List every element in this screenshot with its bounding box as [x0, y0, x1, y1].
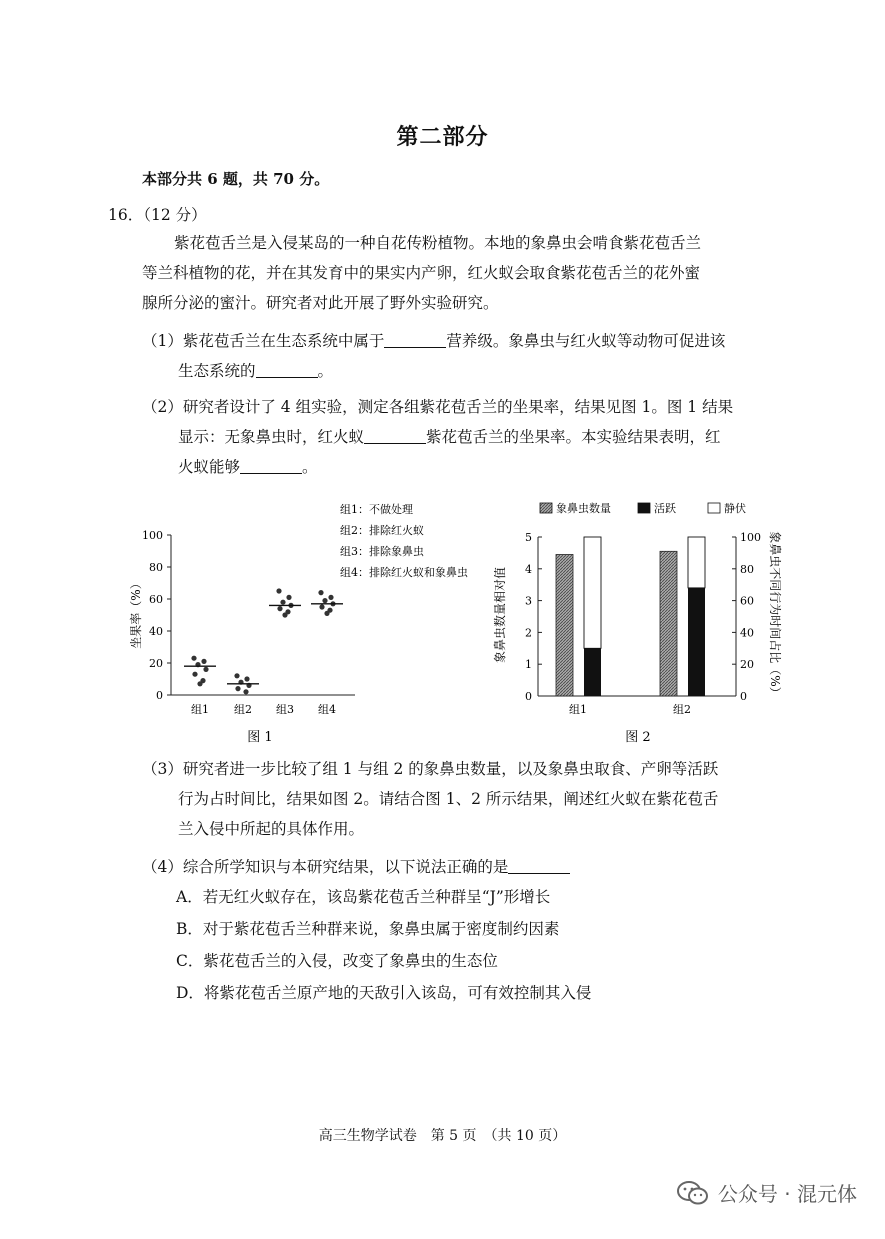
q1-part: 生态系统的: [178, 362, 256, 380]
q1-part: 。: [317, 362, 334, 380]
bar-weevil-count: [556, 554, 573, 696]
data-point: [201, 659, 206, 664]
watermark: [676, 1178, 857, 1207]
category-label: 组2: [234, 703, 252, 716]
q4-text: [142, 852, 792, 882]
category-label: 组1: [191, 703, 209, 716]
q3-part: 兰入侵中所起的具体作用。: [178, 820, 365, 838]
y-tick-label: 40: [149, 625, 163, 638]
sub-question-1: [142, 326, 792, 386]
question-number-line: [108, 203, 207, 225]
sub-question-2: [142, 392, 792, 482]
data-point: [319, 604, 324, 609]
answer-blank[interactable]: [508, 855, 570, 874]
page-footer: 高三生物学试卷 第 5 页 （共 10 页）: [318, 1128, 567, 1144]
option-c[interactable]: C．紫花苞舌兰的入侵，改变了象鼻虫的生态位: [176, 952, 498, 970]
stem-line: 腺所分泌的蜜汁。研究者对此开展了野外实验研究。: [142, 294, 499, 312]
bar-active: [584, 648, 601, 696]
legend-swatch: [540, 503, 552, 513]
data-point: [282, 612, 287, 617]
figure-1-chart: [125, 495, 505, 750]
sub-question-3: [142, 754, 792, 844]
legend-swatch: [708, 503, 720, 513]
data-point: [203, 667, 208, 672]
y-tick-label: 80: [149, 561, 163, 574]
y-tick-label-right: 20: [740, 658, 754, 672]
q1-text: [142, 326, 792, 386]
y-tick-label: 100: [142, 529, 163, 542]
data-point: [191, 656, 196, 661]
q2-part: 显示：无象鼻虫时，红火蚁: [178, 428, 365, 446]
option-b[interactable]: B．对于紫花苞舌兰种群来说，象鼻虫属于密度制约因素: [176, 920, 560, 938]
figure-2-ylabel-left: 象鼻虫数量相对值: [493, 566, 507, 664]
answer-blank[interactable]: [384, 329, 446, 348]
section-title: 第二部分: [396, 124, 489, 150]
y-tick-label-left: 3: [525, 594, 532, 608]
watermark-text: 公众号 · 混元体: [717, 1182, 857, 1206]
data-point: [277, 606, 282, 611]
legend-entry: 组2：排除红火蚁: [340, 524, 424, 537]
data-point: [235, 686, 240, 691]
y-tick-label-left: 2: [525, 626, 532, 640]
data-point: [276, 588, 281, 593]
category-label: 组2: [673, 703, 691, 716]
q2-text: [142, 392, 792, 482]
q2-part: 紫花苞舌兰的坐果率。本实验结果表明，红: [426, 428, 721, 446]
y-tick-label-left: 0: [525, 690, 532, 703]
data-point: [243, 689, 248, 694]
answer-blank[interactable]: [364, 425, 426, 444]
data-point: [322, 598, 327, 603]
data-point: [286, 595, 291, 600]
sub-question-4: [142, 852, 792, 882]
data-point: [324, 611, 329, 616]
wechat-icon: [676, 1180, 710, 1206]
section-intro: 本部分共 6 题，共 70 分。: [142, 170, 330, 188]
figure-1-ylabel: 坐果率（%）: [129, 577, 143, 649]
option-a[interactable]: A．若无红火蚁存在，该岛紫花苞舌兰种群呈“J”形增长: [176, 888, 551, 906]
q2-part: 火蚁能够: [178, 458, 241, 476]
bar-resting: [688, 537, 705, 588]
y-tick-label-right: 80: [740, 562, 754, 576]
data-point: [318, 590, 323, 595]
y-tick-label-left: 4: [525, 562, 532, 576]
stem-line: 紫花苞舌兰是入侵某岛的一种自花传粉植物。本地的象鼻虫会啃食紫花苞舌兰: [174, 234, 702, 252]
y-tick-label-left: 5: [525, 531, 532, 544]
y-tick-label-right: 40: [740, 626, 754, 640]
category-label: 组1: [569, 703, 587, 716]
legend-entry: 组3：排除象鼻虫: [340, 545, 424, 558]
bar-weevil-count: [660, 551, 677, 696]
q4-stem: （4）综合所学知识与本研究结果，以下说法正确的是: [142, 858, 509, 876]
data-point: [234, 673, 239, 678]
y-tick-label: 60: [149, 593, 163, 606]
q3-part: （3）研究者进一步比较了组 1 与组 2 的象鼻虫数量，以及象鼻虫取食、产卵等活跃: [142, 760, 719, 778]
q2-part: （2）研究者设计了 4 组实验，测定各组紫花苞舌兰的坐果率，结果见图 1。图 1 结果: [142, 398, 734, 416]
category-label: 组3: [276, 703, 294, 716]
y-tick-label-right: 100: [740, 531, 761, 544]
figure-2-ylabel-right: 象鼻虫不同行为时间占比（%）: [768, 531, 782, 699]
y-tick-label-left: 1: [525, 658, 532, 672]
y-tick-label: 20: [149, 657, 163, 670]
q2-part: 。: [302, 458, 318, 476]
category-label: 组4: [318, 703, 336, 716]
bar-active: [688, 588, 705, 696]
data-point: [197, 681, 202, 686]
legend-entry: 象鼻虫数量: [556, 502, 611, 515]
data-point: [192, 672, 197, 677]
question-number: 16．: [108, 206, 144, 224]
q1-part: 营养级。象鼻虫与红火蚁等动物可促进该: [446, 332, 726, 350]
legend-swatch: [638, 503, 650, 513]
legend-entry: 活跃: [654, 502, 676, 515]
answer-blank[interactable]: [240, 455, 302, 474]
question-stem: [142, 228, 792, 318]
data-point: [328, 595, 333, 600]
figure-1-title: 图 1: [247, 730, 273, 745]
data-point: [280, 600, 285, 605]
legend-entry: 组4：排除红火蚁和象鼻虫: [340, 566, 468, 579]
figure-2-title: 图 2: [625, 730, 651, 745]
y-tick-label-right: 0: [740, 690, 747, 703]
q3-part: 行为占时间比，结果如图 2。请结合图 1、2 所示结果，阐述红火蚁在紫花苞舌: [178, 790, 719, 808]
q4-options: [176, 881, 591, 1009]
bar-resting: [584, 537, 601, 648]
legend-entry: 组1：不做处理: [340, 503, 413, 516]
q3-text: [142, 754, 792, 844]
answer-blank[interactable]: [256, 359, 318, 378]
q1-part: （1）紫花苞舌兰在生态系统中属于: [142, 332, 385, 350]
legend-entry: 静伏: [724, 502, 746, 515]
y-tick-label-right: 60: [740, 594, 754, 608]
data-point: [244, 676, 249, 681]
y-tick-label: 0: [156, 689, 163, 702]
option-d[interactable]: D．将紫花苞舌兰原产地的天敌引入该岛，可有效控制其入侵: [176, 984, 592, 1002]
question-points: （12 分）: [143, 206, 207, 224]
stem-line: 等兰科植物的花，并在其发育中的果实内产卵，红火蚁会取食紫花苞舌兰的花外蜜: [142, 264, 701, 282]
figure-2-chart: [488, 495, 788, 750]
